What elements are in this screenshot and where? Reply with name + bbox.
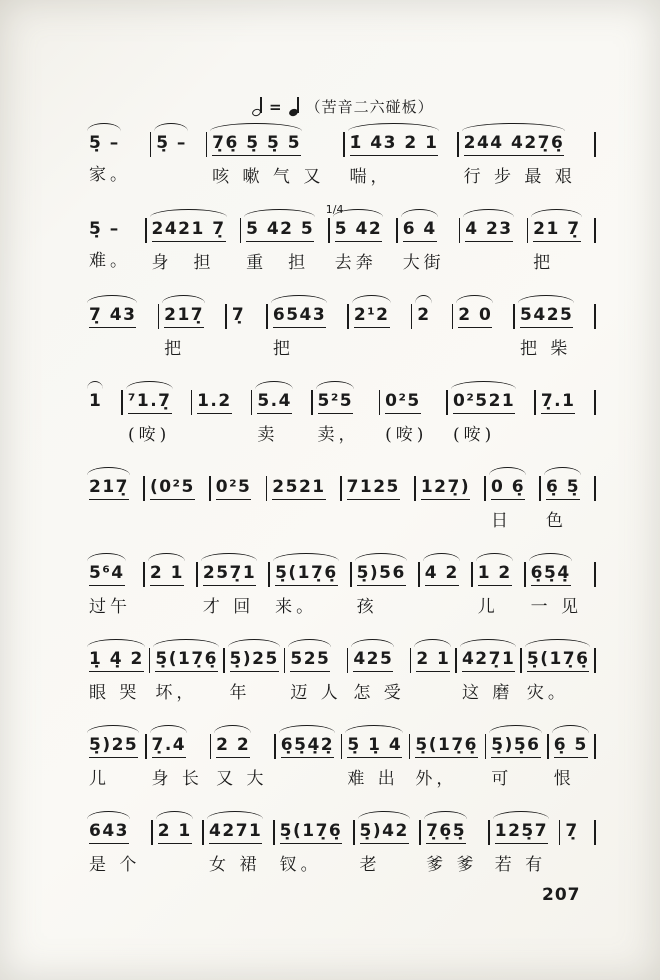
measure bbox=[345, 132, 458, 187]
slur-arc bbox=[333, 209, 383, 218]
measure-lyric: 孩 bbox=[356, 597, 378, 617]
measure-notes: 5 42 5 bbox=[246, 218, 314, 242]
measure-notes: 525 bbox=[290, 648, 330, 672]
measure bbox=[84, 304, 158, 339]
barline bbox=[594, 648, 596, 673]
measure-notes: 5̣(17̣6̣ bbox=[280, 820, 343, 844]
measure-notes: 5⁶4 bbox=[89, 562, 125, 586]
measure-lyric: (咹) bbox=[385, 425, 428, 445]
slur-arc bbox=[423, 553, 460, 562]
measure-lyric: 恨 bbox=[553, 769, 575, 789]
measure-notes: 1.2 bbox=[197, 390, 232, 414]
measure bbox=[84, 820, 151, 875]
slur-arc bbox=[148, 553, 185, 562]
slur-arc bbox=[518, 295, 574, 304]
slur-arc bbox=[279, 725, 335, 734]
score-line bbox=[84, 118, 596, 204]
measure bbox=[84, 562, 143, 617]
measure-notes: 5.4 bbox=[257, 390, 292, 414]
measure bbox=[416, 476, 485, 511]
slur-arc bbox=[87, 467, 130, 476]
measure-notes: 1 bbox=[89, 390, 102, 412]
measure-notes: 2 0 bbox=[458, 304, 492, 328]
measure-notes: 2 2 bbox=[216, 734, 250, 758]
measure bbox=[252, 390, 311, 445]
slur-arc bbox=[489, 467, 526, 476]
measure-lyric: 年 bbox=[229, 683, 251, 703]
slur-arc bbox=[351, 639, 394, 648]
measure-notes: 5̣ – bbox=[156, 132, 187, 154]
slur-arc bbox=[210, 123, 302, 132]
slur-arc bbox=[531, 209, 581, 218]
measure-notes: 6 4 bbox=[403, 218, 437, 242]
measure-notes: 7̣6̣5̣ bbox=[426, 820, 466, 844]
measure bbox=[84, 734, 145, 789]
slur-arc bbox=[424, 811, 467, 820]
measure-lyric: 女 裙 bbox=[209, 855, 261, 875]
measure bbox=[159, 304, 225, 359]
measure-notes: 5̣ – bbox=[89, 132, 120, 154]
slur-arc bbox=[87, 811, 130, 820]
slur-arc bbox=[87, 553, 126, 562]
measure-lyric: 儿 bbox=[477, 597, 499, 617]
measure bbox=[123, 390, 191, 445]
measure-lyric: 重 担 bbox=[246, 253, 310, 273]
measure-notes: 643 bbox=[89, 820, 129, 844]
measure bbox=[560, 820, 594, 853]
measure-notes: 5̣ 1̣ 4 bbox=[347, 734, 402, 758]
measure-lyric: 过午 bbox=[89, 597, 131, 617]
barline bbox=[594, 132, 596, 157]
measure bbox=[486, 476, 539, 531]
score-line bbox=[84, 290, 596, 376]
measure-notes: 4 2 bbox=[425, 562, 459, 586]
measure bbox=[153, 820, 203, 855]
measure bbox=[528, 218, 594, 273]
slur-arc bbox=[355, 553, 407, 562]
score-line bbox=[84, 462, 596, 548]
slur-arc bbox=[489, 725, 541, 734]
measure-lyric: (咹) bbox=[127, 425, 171, 445]
measure bbox=[342, 476, 415, 511]
slur-arc bbox=[415, 295, 431, 304]
measure bbox=[410, 734, 484, 789]
measure bbox=[285, 648, 346, 703]
measure-notes: 127̣) bbox=[421, 476, 470, 500]
barline bbox=[594, 734, 596, 759]
measure-notes: 6543 bbox=[273, 304, 326, 328]
slur-arc bbox=[462, 123, 566, 132]
slur-arc bbox=[150, 725, 188, 734]
measure-notes: 4 23 bbox=[465, 218, 512, 242]
half-note-icon bbox=[252, 97, 262, 116]
measure-notes: 217̣ bbox=[164, 304, 204, 328]
measure bbox=[526, 562, 595, 617]
measure-notes: 2521 bbox=[272, 476, 325, 500]
slur-arc bbox=[255, 381, 293, 390]
measure-notes: 125̣7 bbox=[495, 820, 548, 844]
barline bbox=[594, 218, 596, 243]
measure-notes: 5̣(17̣6̣ bbox=[527, 648, 590, 672]
measure-notes: 6̣ 5̣ bbox=[546, 476, 580, 500]
measure-lyric: 家。 bbox=[89, 165, 131, 185]
measure bbox=[355, 820, 420, 875]
slur-arc bbox=[207, 811, 263, 820]
slur-arc bbox=[201, 553, 257, 562]
slur-arc bbox=[460, 639, 516, 648]
measure-lyric: 身 担 bbox=[151, 253, 215, 273]
slur-arc bbox=[87, 295, 137, 304]
measure-lyric: 去奔 bbox=[334, 253, 377, 273]
measure-notes: 7̣.4 bbox=[152, 734, 187, 758]
page-number: 207 bbox=[542, 885, 581, 905]
measure-lyric: 难。 bbox=[89, 251, 131, 271]
measure-lyric: 外， bbox=[415, 769, 458, 789]
measure-lyric: 把 bbox=[533, 253, 555, 273]
measure bbox=[211, 734, 274, 789]
measure bbox=[151, 132, 205, 165]
measure bbox=[490, 820, 559, 875]
slur-arc bbox=[126, 381, 173, 390]
measure bbox=[192, 390, 251, 425]
measure-notes: 7̣6̣ 5̣ 5̣ 5 bbox=[212, 132, 301, 156]
measure-lyric: 来。 bbox=[275, 597, 318, 617]
measure bbox=[227, 304, 266, 337]
measure-notes: 2 1 bbox=[158, 820, 192, 844]
tempo-equals: = bbox=[269, 97, 282, 116]
measure bbox=[270, 562, 350, 617]
measure-notes: 7̣ 43 bbox=[89, 304, 136, 328]
measure bbox=[145, 476, 209, 511]
measure bbox=[398, 218, 459, 273]
score-line bbox=[84, 806, 596, 892]
measure-notes: 425 bbox=[353, 648, 393, 672]
measure bbox=[84, 648, 149, 703]
measure-notes: 5̣)42 bbox=[360, 820, 409, 844]
tempo-label: （苦音二六碰板） bbox=[305, 98, 434, 116]
measure-notes: 5̣)25 bbox=[230, 648, 279, 672]
score-line bbox=[84, 376, 596, 462]
slur-arc bbox=[153, 639, 219, 648]
measure-lyric: 可 bbox=[491, 769, 513, 789]
measure bbox=[459, 132, 595, 187]
slur-arc bbox=[414, 639, 451, 648]
slur-arc bbox=[228, 639, 280, 648]
measure-notes: 2¹2 bbox=[354, 304, 390, 328]
slur-arc bbox=[162, 295, 205, 304]
measure-notes: (0²5 bbox=[150, 476, 195, 500]
measure-notes: 5425 bbox=[520, 304, 573, 328]
measure-notes: 1̣ 4̣ 2 bbox=[89, 648, 144, 672]
measure-notes: 1̇ 43 2 1 bbox=[350, 132, 439, 156]
measure-notes: 21 7̣ bbox=[533, 218, 580, 242]
measure bbox=[84, 476, 143, 511]
measure bbox=[147, 218, 240, 273]
measure bbox=[448, 390, 534, 445]
score-line bbox=[84, 204, 596, 290]
measure-lyric: 卖， bbox=[317, 425, 360, 445]
measure bbox=[225, 648, 284, 703]
measure-lyric: 钗。 bbox=[279, 855, 322, 875]
slur-arc bbox=[345, 725, 403, 734]
score-line bbox=[84, 720, 596, 806]
measure-notes: 7125 bbox=[347, 476, 400, 500]
slur-arc bbox=[271, 295, 327, 304]
measure-lyric: 爹 爹 bbox=[426, 855, 478, 875]
measure bbox=[453, 304, 513, 339]
measure bbox=[421, 820, 488, 875]
measure bbox=[84, 218, 145, 271]
measure-notes: 6̣5̣4̣ bbox=[531, 562, 571, 586]
measure-lyric: 坏， bbox=[155, 683, 198, 703]
measure-lyric: 卖 bbox=[257, 425, 279, 445]
measure-notes: 5²5 bbox=[318, 390, 354, 414]
measure-notes: 0²521 bbox=[453, 390, 515, 414]
measure bbox=[549, 734, 595, 789]
measure bbox=[268, 304, 347, 359]
measure-notes: 2 bbox=[417, 304, 430, 326]
measure-notes: 0²5 bbox=[385, 390, 421, 414]
measure-lyric: 把 柴 bbox=[520, 339, 572, 359]
slur-arc bbox=[316, 381, 355, 390]
measure-notes: 5̣)25 bbox=[89, 734, 138, 758]
measure bbox=[211, 476, 266, 511]
slur-arc bbox=[273, 553, 339, 562]
measure-notes: 2 1 bbox=[150, 562, 184, 586]
slur-arc bbox=[463, 209, 513, 218]
measure-notes: 4271 bbox=[209, 820, 262, 844]
measure-notes: 5̣)5̣6 bbox=[491, 734, 540, 758]
slur-arc bbox=[87, 123, 121, 132]
measure bbox=[349, 304, 411, 339]
measure-lyric: 又 大 bbox=[216, 769, 268, 789]
measure bbox=[457, 648, 520, 703]
measure-notes: 5̣(17̣6̣ bbox=[155, 648, 218, 672]
barline bbox=[594, 476, 596, 501]
slur-arc bbox=[352, 295, 391, 304]
measure bbox=[522, 648, 595, 703]
measure-notes: 7̣ bbox=[231, 305, 246, 325]
slur-arc bbox=[451, 381, 516, 390]
measure bbox=[267, 476, 340, 511]
measure-notes: 2421 7̣ bbox=[152, 218, 226, 242]
score-line bbox=[84, 634, 596, 720]
quarter-note-icon bbox=[289, 97, 299, 116]
barline bbox=[594, 820, 596, 845]
measure-lyric: 一 见 bbox=[530, 597, 583, 617]
measure bbox=[473, 562, 524, 617]
slur-arc bbox=[348, 123, 440, 132]
measure-notes: 7̣.1 bbox=[541, 390, 576, 414]
slur-arc bbox=[358, 811, 410, 820]
measure bbox=[515, 304, 594, 359]
slur-arc bbox=[493, 811, 549, 820]
measure-lyric: 灾。 bbox=[526, 683, 569, 703]
measure bbox=[145, 562, 196, 597]
measure bbox=[84, 390, 121, 423]
slur-arc bbox=[87, 639, 145, 648]
barline bbox=[594, 390, 596, 415]
measure-lyric: 喘， bbox=[349, 167, 392, 187]
measure bbox=[84, 132, 150, 185]
measure-lyric: 日 bbox=[491, 511, 513, 531]
measure bbox=[411, 648, 455, 683]
measure-notes: 5̣)56 bbox=[357, 562, 406, 586]
measure bbox=[380, 390, 446, 445]
measure-notes: 5̣ – bbox=[89, 219, 120, 239]
barline bbox=[594, 304, 596, 329]
slur-arc bbox=[244, 209, 315, 218]
measure-lyric: 若 有 bbox=[494, 855, 547, 875]
slur-arc bbox=[456, 295, 493, 304]
measure-notes: ⁷1.7̣ bbox=[128, 390, 172, 414]
measure-lyric: (咹) bbox=[452, 425, 496, 445]
measure-notes: 5 42 bbox=[335, 218, 382, 242]
measure-lyric: 迈 人 bbox=[290, 683, 342, 703]
measure bbox=[420, 562, 471, 597]
measure bbox=[275, 820, 353, 875]
measure-notes: 5̣(17̣6̣ bbox=[415, 734, 478, 758]
measure-lyric: 难 出 bbox=[347, 769, 399, 789]
score-line bbox=[84, 548, 596, 634]
measure-lyric: 大街 bbox=[402, 253, 445, 273]
measure bbox=[342, 734, 408, 789]
measure-lyric: 色 bbox=[546, 511, 568, 531]
measure bbox=[325, 203, 396, 273]
measure-lyric: 怎 受 bbox=[353, 683, 405, 703]
slur-arc bbox=[150, 209, 227, 218]
measure-lyric: 老 bbox=[359, 855, 381, 875]
slur-arc bbox=[154, 123, 188, 132]
measure-lyric: 把 bbox=[272, 339, 294, 359]
measure-lyric: 眼 哭 bbox=[89, 683, 141, 703]
slur-arc bbox=[87, 725, 139, 734]
measure-lyric: 身 长 bbox=[151, 769, 203, 789]
measure bbox=[352, 562, 419, 617]
measure bbox=[241, 218, 328, 273]
measure bbox=[541, 476, 594, 531]
measure-notes: 6̣ 5 bbox=[554, 734, 588, 758]
barline bbox=[594, 562, 596, 587]
measure-notes: 1 2 bbox=[478, 562, 512, 586]
measure-notes: 0²5 bbox=[216, 476, 252, 500]
measure-lyric: 儿 bbox=[89, 769, 110, 789]
measure bbox=[276, 734, 341, 769]
measure-lyric: 才 回 bbox=[202, 597, 255, 617]
measure-notes: 5̣(17̣6̣ bbox=[275, 562, 338, 586]
measure-notes: 0 6̣ bbox=[491, 476, 525, 500]
measure-lyric: 咳 嗽 气 又 bbox=[212, 167, 325, 187]
measure bbox=[412, 304, 451, 337]
measure-notes: 427̣1 bbox=[462, 648, 515, 672]
slur-arc bbox=[476, 553, 513, 562]
slur-arc bbox=[525, 639, 591, 648]
measure-lyric: 是 个 bbox=[89, 855, 141, 875]
meter-mark: 1/4 bbox=[325, 203, 344, 216]
measure-notes: 217̣ bbox=[89, 476, 129, 500]
slur-arc bbox=[156, 811, 193, 820]
measure-notes: 244 427̣6̣ bbox=[464, 132, 565, 156]
measure bbox=[147, 734, 210, 789]
measure bbox=[150, 648, 223, 703]
score-body bbox=[84, 118, 596, 892]
measure bbox=[204, 820, 273, 875]
slur-arc bbox=[552, 725, 589, 734]
slur-arc bbox=[529, 553, 572, 562]
tempo-marking bbox=[252, 96, 434, 117]
measure bbox=[486, 734, 547, 789]
measure bbox=[313, 390, 379, 445]
measure bbox=[536, 390, 595, 425]
slur-arc bbox=[288, 639, 331, 648]
measure bbox=[460, 218, 526, 253]
measure-lyric: 这 磨 bbox=[461, 683, 514, 703]
measure bbox=[198, 562, 269, 617]
measure-notes: 7̣ bbox=[565, 821, 579, 841]
slur-arc bbox=[401, 209, 438, 218]
slur-arc bbox=[544, 467, 581, 476]
measure-notes: 6̣5̣4̣2̣ bbox=[281, 734, 334, 758]
measure-lyric: 行 步 最 艰 bbox=[463, 167, 576, 187]
measure bbox=[348, 648, 409, 703]
slur-arc bbox=[214, 725, 251, 734]
measure bbox=[207, 132, 343, 187]
measure-notes: 2 1 bbox=[416, 648, 450, 672]
measure-lyric: 把 bbox=[164, 339, 186, 359]
measure-notes: 257̣1 bbox=[203, 562, 256, 586]
slur-arc bbox=[87, 381, 103, 390]
